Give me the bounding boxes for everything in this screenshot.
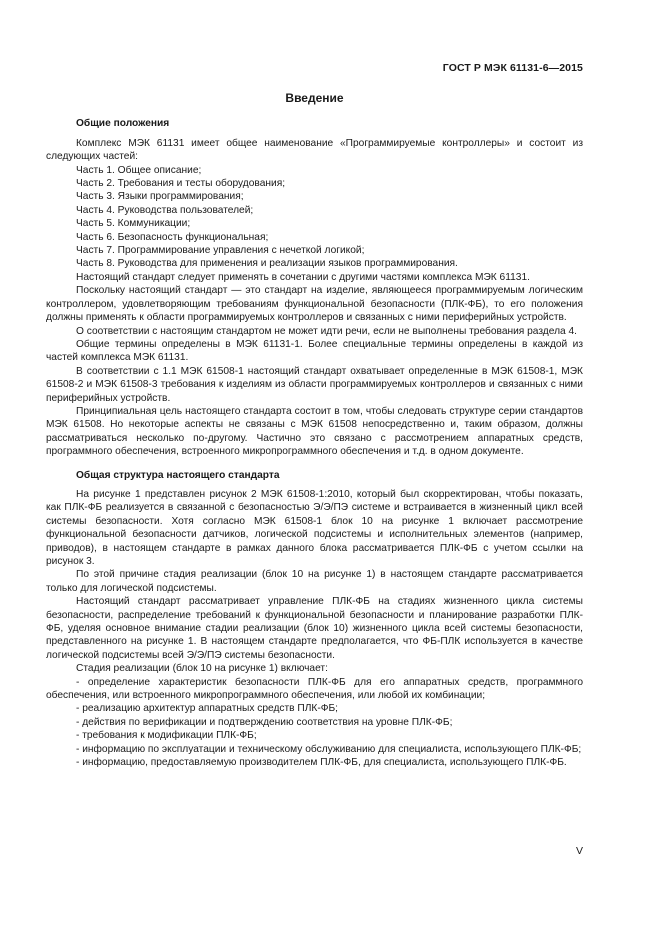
paragraph: О соответствии с настоящим стандартом не может идти речи, если не выполнены требования раздела 4. <box>76 325 578 337</box>
list-item: Часть 2. Требования и тесты оборудования; <box>76 178 286 190</box>
paragraph: Настоящий стандарт следует применять в сочетании с другими частями комплекса МЭК 61131. <box>76 271 530 283</box>
implementation-list <box>46 676 583 770</box>
section-heading-general: Общие положения <box>76 118 170 130</box>
paragraph: Комплекс МЭК 61131 имеет общее наименование «Программируемые контроллеры» и состоит из следующих частей: <box>46 137 583 163</box>
list-item: Часть 6. Безопасность функциональная; <box>76 231 269 243</box>
paragraph: На рисунке 1 представлен рисунок 2 МЭК 61508-1:2010, который был скорректирован, чтобы показать, как ПЛК-ФБ реализуется в связанной с безопасностью Э/Э/ПЭ системе и встраивается в жизненный цикл всей системы безопасности. Хотя согласно МЭК 61508-1 блок 10 на рисунке 1 включает рассмотрение функциональной безопасности датчиков, логической подсистемы и исполнительных элементов (например, приводов), в настоящем стандарте в рамках данного блока рассматривается ПЛК-ФБ с учетом ссылки на рисунок 3. <box>46 488 583 567</box>
list-item: Часть 1. Общее описание; <box>76 164 202 176</box>
paragraph: Общие термины определены в МЭК 61131-1. Более специальные термины определены в каждой из частей комплекса МЭК 61131. <box>46 338 583 364</box>
paragraph: В соответствии с 1.1 МЭК 61508-1 настоящий стандарт охватывает определенные в МЭК 61508-1, МЭК 61508-2 и МЭК 61508-3 требования к изделиям из области программируемых контроллеров и связанных с ними периферийных устройств. <box>46 365 583 404</box>
paragraph: По этой причине стадия реализации (блок 10 на рисунке 1) в настоящем стандарте рассматривается только для логической подсистемы. <box>46 569 583 594</box>
list-item: - информацию по эксплуатации и техническому обслуживанию для специалиста, использующего ПЛК-ФБ; <box>76 743 582 755</box>
paragraph: Поскольку настоящий стандарт — это стандарт на изделие, являющееся программируемым логическим контроллером, удовлетворяющим требованиям функциональной безопасности (ПЛК-ФБ), то его положения должны применять к области программируемых контроллеров и связанных с ними периферийных устройств. <box>46 285 583 324</box>
list-item: Часть 4. Руководства пользователей; <box>76 204 254 216</box>
paragraph: Настоящий стандарт рассматривает управление ПЛК-ФБ на стадиях жизненного цикла системы безопасности, распределение требований к функциональной безопасности и планирование разработки ПЛК-ФБ, уделяя основное внимание стадии реализации (блок 10) жизненного цикла всей системы безопасности, представленного на рисунке 1. В настоящем стандарте предполагается, что ФБ-ПЛК используется в качестве логической подсистемы всей Э/Э/ПЭ системы безопасности. <box>46 596 583 661</box>
list-item: - действия по верификации и подтверждению соответствия на уровне ПЛК-ФБ; <box>76 716 453 728</box>
list-item: Часть 3. Языки программирования; <box>76 191 244 203</box>
document-body <box>46 90 583 770</box>
parts-list <box>46 164 583 271</box>
list-item: - требования к модификации ПЛК-ФБ; <box>76 730 257 742</box>
page-title: Введение <box>285 91 344 105</box>
paragraph: Принципиальная цель настоящего стандарта состоит в том, чтобы следовать структуре серии стандартов МЭК 61508. Но некоторые аспекты не связаны с МЭК 61508 непосредственно и, таким образом, должны рассматриваться несколько по-другому. Частично это связано с рассмотрением аппаратных средств, программного обеспечения, встроенного микропрограммного обеспечения и т.д. в одном документе. <box>46 405 583 458</box>
list-item: Часть 8. Руководства для применения и реализации языков программирования. <box>76 258 458 270</box>
list-item: Часть 7. Программирование управления с нечеткой логикой; <box>76 245 365 257</box>
standard-code-header: ГОСТ Р МЭК 61131-6—2015 <box>442 62 583 74</box>
section-heading-structure: Общая структура настоящего стандарта <box>76 469 280 481</box>
list-item: Часть 5. Коммуникации; <box>76 218 191 230</box>
page-number: V <box>575 845 583 857</box>
list-item: - определение характеристик безопасности ПЛК-ФБ для его аппаратных средств, программного обеспечения, или встроенного микропрограммного обеспечения, или любой их комбинации; <box>46 676 583 702</box>
list-item: - информацию, предоставляемую производителем ПЛК-ФБ, для специалиста, использующего ПЛК-ФБ. <box>76 757 567 769</box>
list-item: - реализацию архитектур аппаратных средств ПЛК-ФБ; <box>76 703 338 715</box>
paragraph: Стадия реализации (блок 10 на рисунке 1) включает: <box>76 663 328 675</box>
